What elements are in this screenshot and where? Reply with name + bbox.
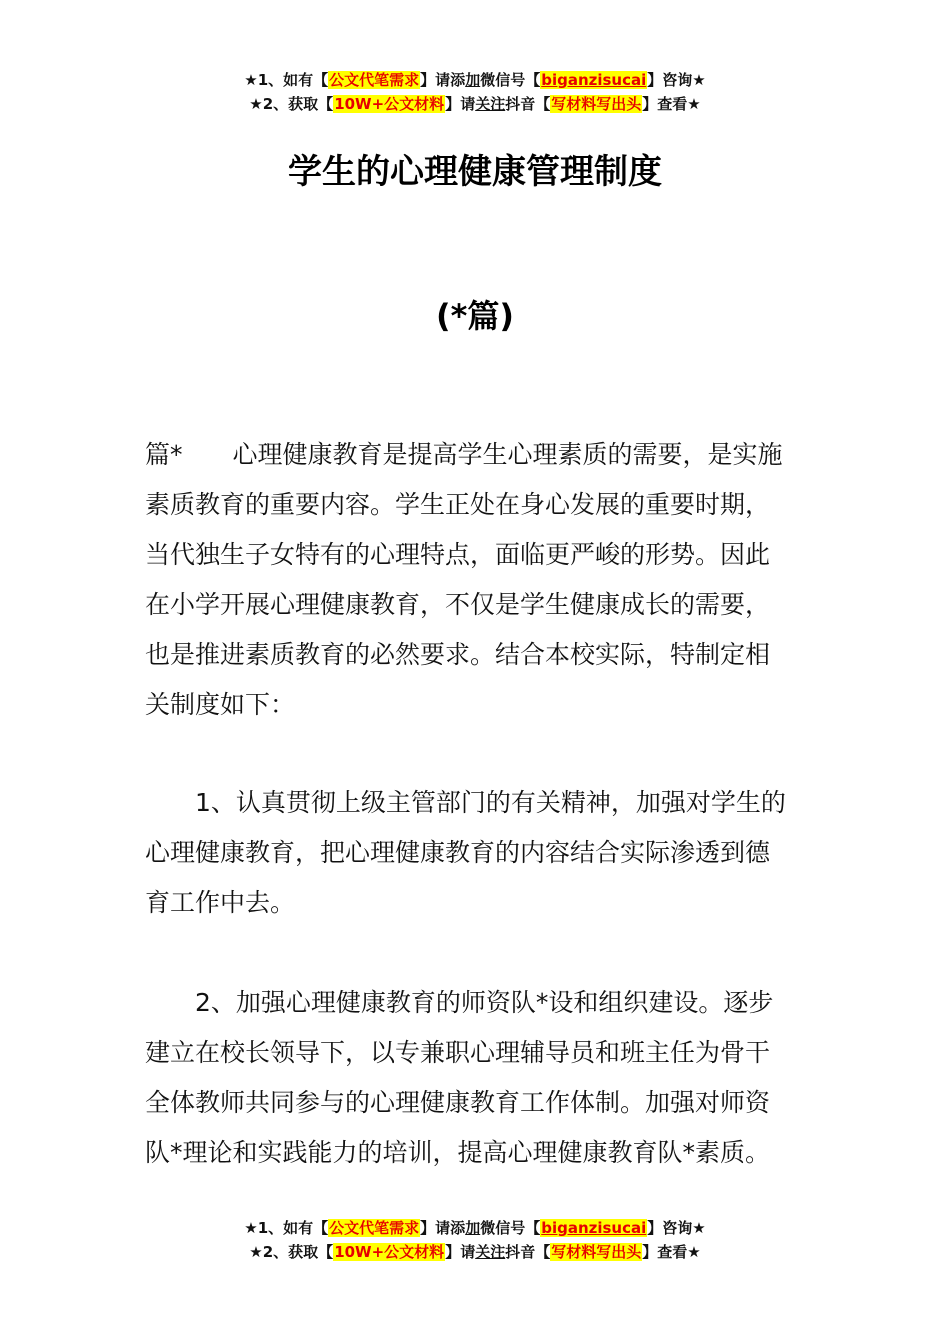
- banner-text: 】咨询★: [647, 1219, 706, 1237]
- douyin-id-highlight: 写材料写出头: [551, 1243, 642, 1261]
- wechat-id-highlight: biganzisucai: [541, 71, 647, 89]
- banner-line-1: [0, 68, 950, 92]
- banner-highlight: 10W+公文材料: [334, 1243, 445, 1261]
- document-subtitle: (*篇): [436, 297, 514, 335]
- banner-text: 微信号【: [480, 71, 541, 89]
- banner-line-2: [0, 92, 950, 116]
- banner-text: ★1、如有【: [244, 1219, 329, 1237]
- banner-line-2: [0, 1240, 950, 1264]
- banner-underlined-text: 加: [465, 71, 481, 89]
- text-line: 2、加强心理健康教育的师资队*设和组织建设。逐步: [145, 988, 774, 1017]
- banner-text: ★2、获取【: [249, 1243, 334, 1261]
- text-line: 建立在校长领导下，以专兼职心理辅导员和班主任为骨干: [145, 1038, 771, 1067]
- paragraph-item-1: [145, 778, 809, 928]
- document-title: 学生的心理健康管理制度: [288, 152, 662, 192]
- banner-line-1: [0, 1216, 950, 1240]
- text-line: 当代独生子女特有的心理特点，面临更严峻的形势。因此: [145, 540, 771, 569]
- paragraph-item-2: [145, 978, 809, 1178]
- banner-underlined-text: 关注: [475, 1243, 506, 1261]
- text-line: 队*理论和实践能力的培训，提高心理健康教育队*素质。: [145, 1138, 771, 1167]
- banner-text: 】咨询★: [647, 71, 706, 89]
- text-line: 也是推进素质教育的必然要求。结合本校实际，特制定相: [145, 640, 771, 669]
- text-line: 1、认真贯彻上级主管部门的有关精神，加强对学生的: [145, 788, 786, 817]
- banner-underlined-text: 加: [465, 1219, 481, 1237]
- wechat-id-highlight: biganzisucai: [541, 1219, 647, 1237]
- banner-text: 】请: [445, 1243, 476, 1261]
- bottom-banner: [0, 1216, 950, 1264]
- banner-text: 】查看★: [642, 1243, 701, 1261]
- banner-text: 】请添: [420, 71, 466, 89]
- banner-highlight: 10W+公文材料: [334, 95, 445, 113]
- text-line: 全体教师共同参与的心理健康教育工作体制。加强对师资: [145, 1088, 771, 1117]
- text-line: 关制度如下：: [145, 690, 296, 719]
- text-line: 篇* 心理健康教育是提高学生心理素质的需要，是实施: [145, 440, 783, 469]
- banner-text: 抖音【: [505, 1243, 551, 1261]
- top-banner: [0, 68, 950, 116]
- text-line: 育工作中去。: [145, 888, 296, 917]
- banner-text: ★2、获取【: [249, 95, 334, 113]
- text-line: 在小学开展心理健康教育，不仅是学生健康成长的需要，: [145, 590, 771, 619]
- douyin-id-highlight: 写材料写出头: [551, 95, 642, 113]
- banner-text: 】请: [445, 95, 476, 113]
- paragraph-intro: [145, 430, 809, 730]
- banner-underlined-text: 关注: [475, 95, 506, 113]
- banner-text: 】请添: [420, 1219, 466, 1237]
- banner-text: ★1、如有【: [244, 71, 329, 89]
- banner-highlight: 公文代笔需求: [329, 71, 420, 89]
- text-line: 素质教育的重要内容。学生正处在身心发展的重要时期，: [145, 490, 771, 519]
- banner-text: 】查看★: [642, 95, 701, 113]
- banner-text: 抖音【: [505, 95, 551, 113]
- banner-text: 微信号【: [480, 1219, 541, 1237]
- banner-highlight: 公文代笔需求: [329, 1219, 420, 1237]
- text-line: 心理健康教育，把心理健康教育的内容结合实际渗透到德: [145, 838, 771, 867]
